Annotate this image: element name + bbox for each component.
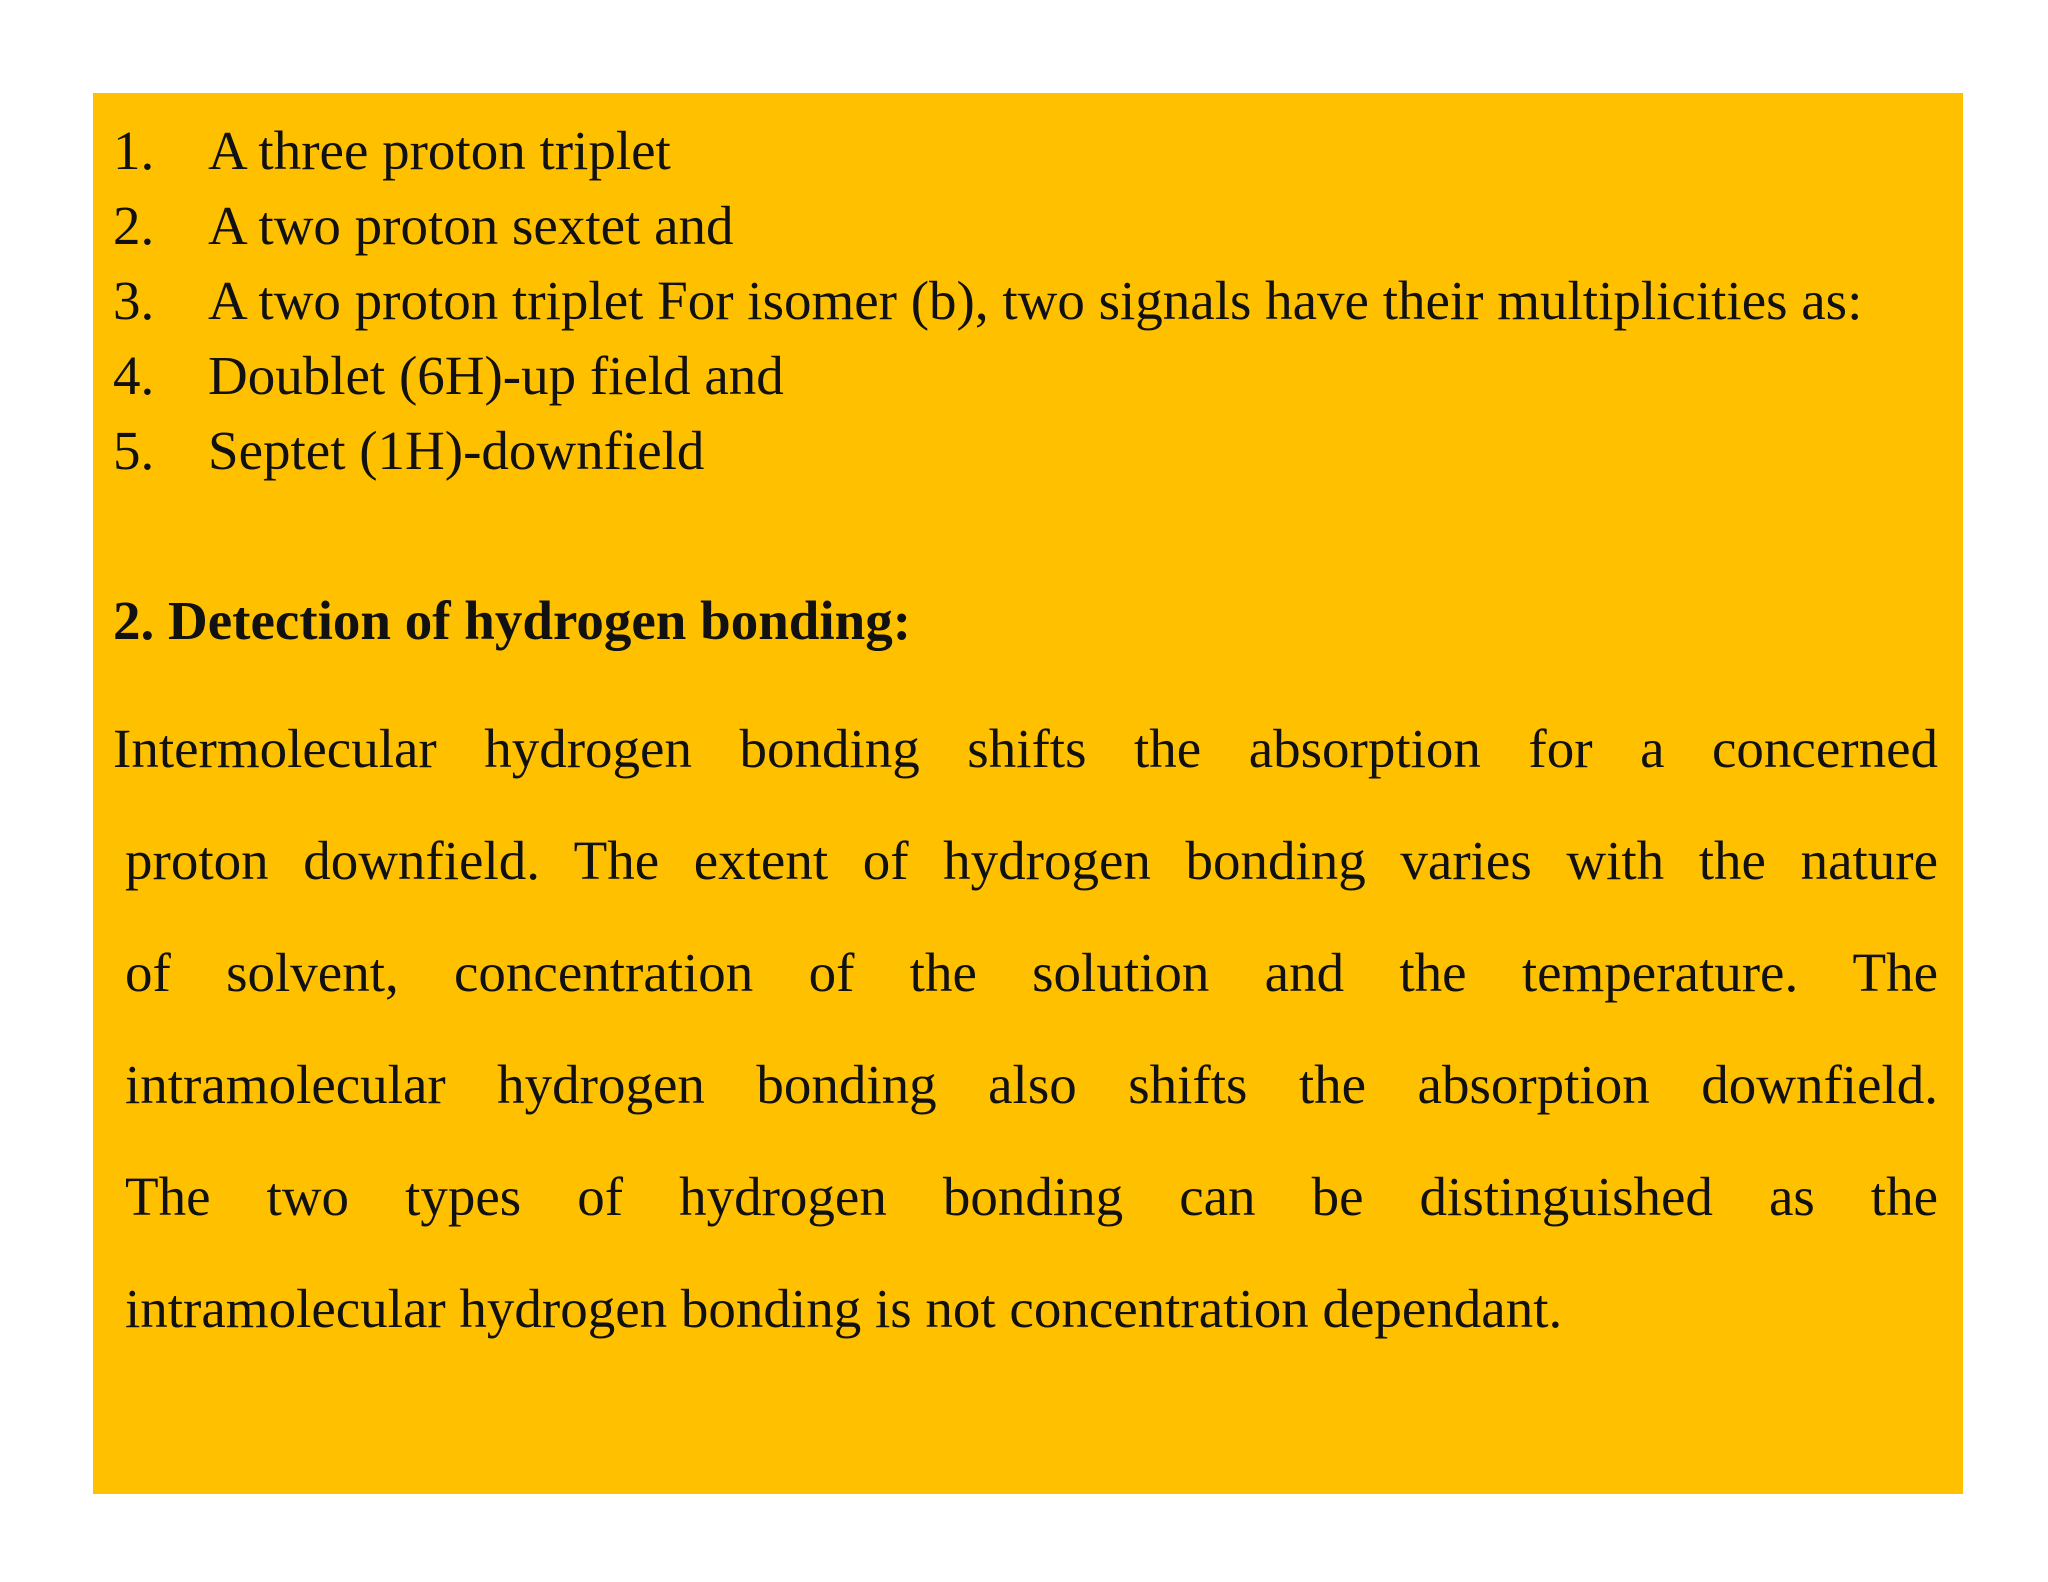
- list-item: [113, 113, 1938, 188]
- list-item-number: 2.: [113, 195, 155, 256]
- list-item: [113, 413, 1938, 488]
- paragraph-line: Intermolecular hydrogen bonding shifts the absorption for a concerned: [113, 718, 1938, 779]
- section-heading: 2. Detection of hydrogen bonding:: [113, 590, 912, 651]
- numbered-list: [113, 113, 1938, 488]
- list-item-text: A two proton triplet For isomer (b), two signals have their multiplicities as:: [208, 270, 1863, 331]
- list-item: [113, 338, 1938, 413]
- list-item-number: 1.: [113, 120, 155, 181]
- body-paragraph: [113, 693, 1938, 1365]
- list-item: [113, 263, 1938, 338]
- paragraph-line: of solvent, concentration of the solution and the temperature. The: [125, 942, 1938, 1003]
- list-item-text: Doublet (6H)-up field and: [208, 345, 784, 406]
- paragraph-line: intramolecular hydrogen bonding is not concentration dependant.: [125, 1278, 1563, 1339]
- list-item-number: 3.: [113, 270, 155, 331]
- list-item-text: Septet (1H)-downfield: [208, 420, 705, 481]
- paragraph-line: proton downfield. The extent of hydrogen bonding varies with the nature: [125, 830, 1938, 891]
- content-panel: [93, 93, 1963, 1494]
- paragraph-line: intramolecular hydrogen bonding also shifts the absorption downfield.: [125, 1054, 1938, 1115]
- list-item-text: A three proton triplet: [208, 120, 671, 181]
- paragraph-line: The two types of hydrogen bonding can be distinguished as the: [125, 1166, 1938, 1227]
- list-item-number: 4.: [113, 345, 155, 406]
- list-item-number: 5.: [113, 420, 155, 481]
- list-item: [113, 188, 1938, 263]
- list-item-text: A two proton sextet and: [208, 195, 734, 256]
